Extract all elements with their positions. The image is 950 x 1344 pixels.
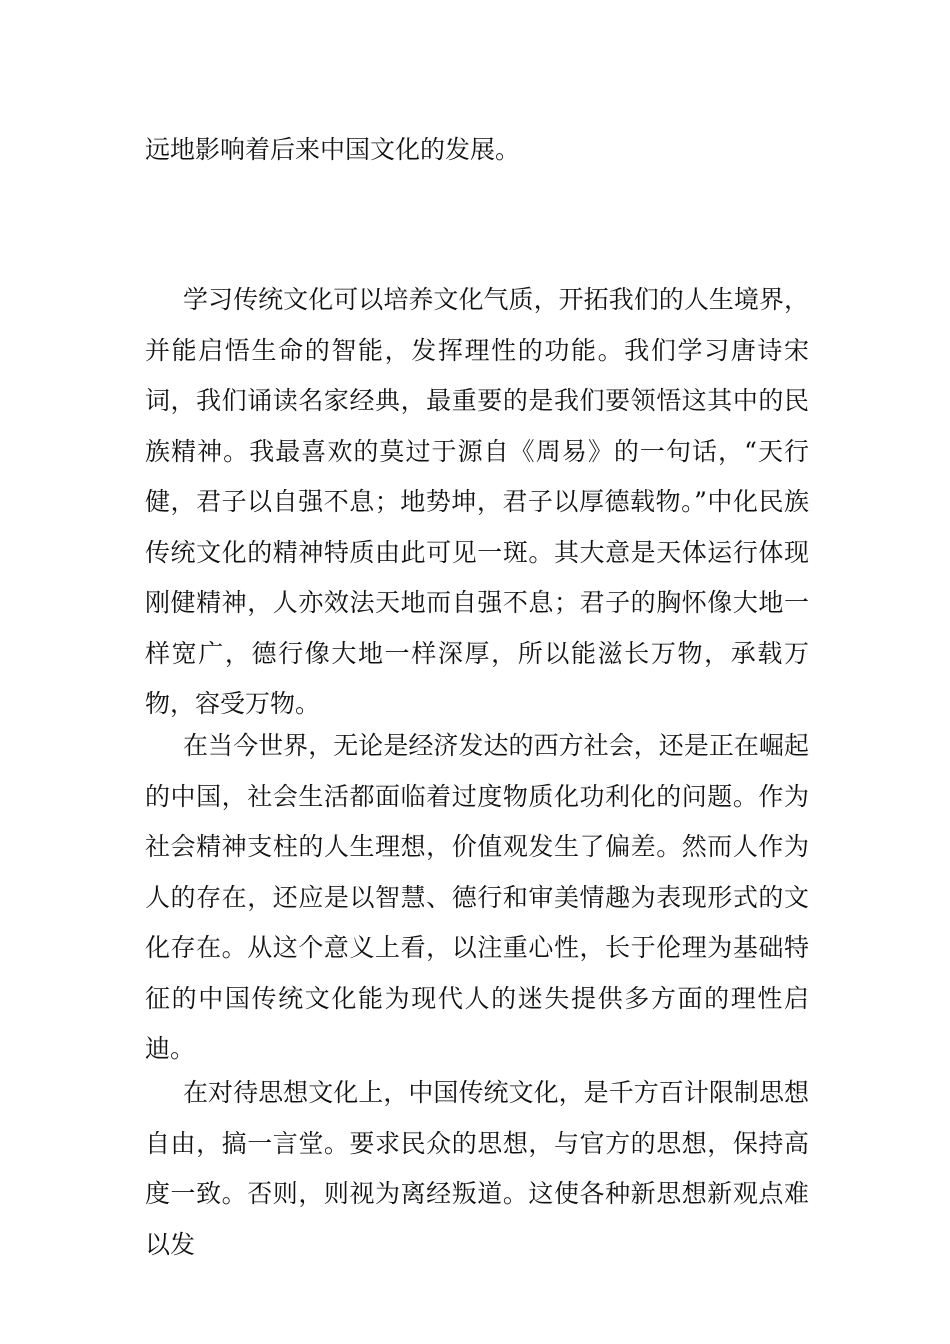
paragraph-thought-culture: 在对待思想文化上，中国传统文化，是千方百计限制思想自由，搞一言堂。要求民众的思想，与官方的思想，保持高度一致。否则，则视为离经叛道。这使各种新思想新观点难以发 — [145, 1078, 809, 1259]
paragraph-modern-world: 在当今世界，无论是经济发达的西方社会，还是正在崛起的中国，社会生活都面临着过度物质化功利化的问题。作为社会精神支柱的人生理想，价值观发生了偏差。然而人作为人的存在，还应是以智慧、德行和审美情趣为表现形式的文化存在。从这个意义上看，以注重心性，长于伦理为基础特征的中国传统文化能为现代人的迷失提供多方面的理性启迪。 — [145, 731, 809, 1063]
paragraph-traditional-culture: 学习传统文化可以培养文化气质，开拓我们的人生境界，并能启悟生命的智能，发挥理性的功能。我们学习唐诗宋词，我们诵读名家经典，最重要的是我们要领悟这其中的民族精神。我最喜欢的莫过于源自《周易》的一句话，“天行健，君子以自强不息；地势坤，君子以厚德载物。”中化民族传统文化的精神特质由此可见一斑。其大意是天体运行体现刚健精神，人亦效法天地而自强不息；君子的胸怀像大地一样宽广，德行像大地一样深厚，所以能滋长万物，承载万物，容受万物。 — [145, 285, 809, 718]
paragraph-continuation: 远地影响着后来中国文化的发展。 — [145, 135, 521, 164]
